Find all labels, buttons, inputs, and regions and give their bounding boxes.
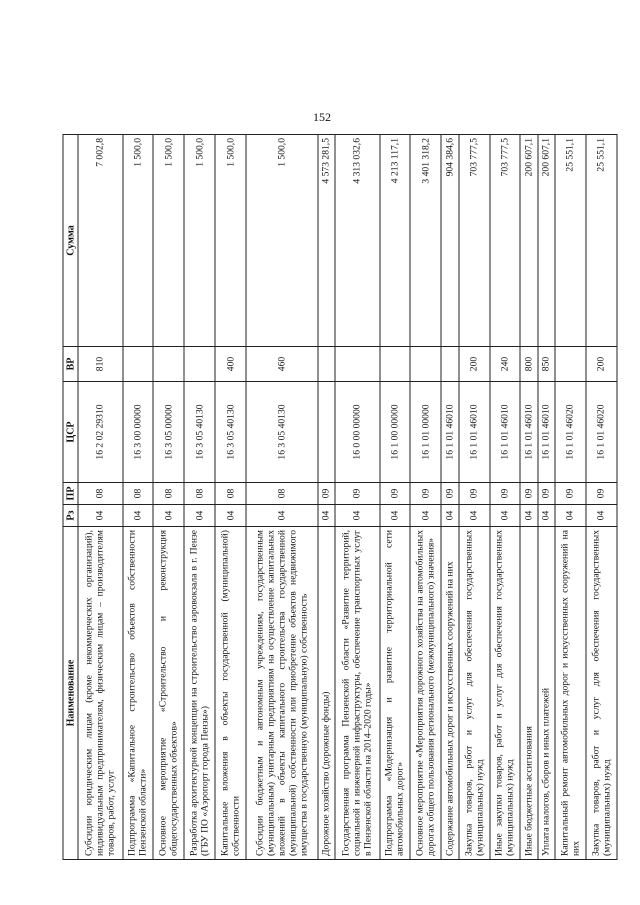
cell-pr: 09 <box>555 483 586 505</box>
cell-pr: 08 <box>78 483 123 505</box>
cell-rz: 04 <box>335 505 380 527</box>
cell-name: Уплата налогов, сборов и иных платежей <box>538 527 555 860</box>
table-row <box>459 135 490 860</box>
cell-vr <box>153 347 184 382</box>
table-row <box>555 135 586 860</box>
cell-csr: 16 1 01 46010 <box>459 382 490 483</box>
cell-rz: 04 <box>490 505 521 527</box>
rotated-page-content <box>63 98 618 898</box>
cell-pr: 08 <box>184 483 215 505</box>
cell-sum: 904 384,6 <box>441 135 458 347</box>
cell-pr: 09 <box>520 483 537 505</box>
cell-vr: 800 <box>520 347 537 382</box>
budget-table <box>63 134 618 860</box>
cell-name: Капитальные вложения в объекты государственной (муниципальной) собственности <box>215 527 246 860</box>
cell-rz: 04 <box>586 505 617 527</box>
cell-csr <box>318 382 335 483</box>
cell-rz: 04 <box>380 505 411 527</box>
cell-name: Капитальный ремонт автомобильных дорог и искусственных сооружений на них <box>555 527 586 860</box>
cell-csr: 16 3 00 00000 <box>123 382 154 483</box>
cell-name: Разработка архитектурной концепции на строительство аэровокзала в г. Пензе (ГБУ ПО «Аэропорт города Пензы») <box>184 527 215 860</box>
cell-sum: 4 313 032,6 <box>335 135 380 347</box>
cell-pr: 09 <box>335 483 380 505</box>
cell-vr: 200 <box>459 347 490 382</box>
cell-csr: 16 3 05 40130 <box>215 382 246 483</box>
header-name: Наименование <box>63 527 78 860</box>
header-vr: ВР <box>63 347 78 382</box>
cell-vr <box>335 347 380 382</box>
table-row <box>78 135 123 860</box>
cell-rz: 04 <box>78 505 123 527</box>
cell-rz: 04 <box>184 505 215 527</box>
cell-sum: 703 777,5 <box>490 135 521 347</box>
cell-csr: 16 1 01 46010 <box>538 382 555 483</box>
cell-name: Содержание автомобильных дорог и искусственных сооружений на них <box>441 527 458 860</box>
cell-sum: 200 607,1 <box>538 135 555 347</box>
cell-name: Государственная программа Пензенской области «Развитие территорий, социальной и инженерной инфраструктуры, обеспечение транспортных услуг в Пензенской области на 2014–2020 годы» <box>335 527 380 860</box>
cell-rz: 04 <box>555 505 586 527</box>
cell-rz: 04 <box>153 505 184 527</box>
table-row <box>441 135 458 860</box>
cell-csr: 16 1 01 46010 <box>490 382 521 483</box>
cell-sum: 200 607,1 <box>520 135 537 347</box>
table-row <box>586 135 617 860</box>
cell-vr: 200 <box>586 347 617 382</box>
cell-sum: 703 777,5 <box>459 135 490 347</box>
cell-name: Дорожное хозяйство (дорожные фонды) <box>318 527 335 860</box>
cell-sum: 3 401 318,2 <box>410 135 441 347</box>
table-header-row <box>63 135 78 860</box>
cell-sum: 1 500,0 <box>246 135 318 347</box>
header-rz: Рз <box>63 505 78 527</box>
cell-sum: 1 500,0 <box>123 135 154 347</box>
cell-vr <box>123 347 154 382</box>
cell-pr: 08 <box>246 483 318 505</box>
cell-csr: 16 3 05 40130 <box>184 382 215 483</box>
cell-vr: 810 <box>78 347 123 382</box>
cell-rz: 04 <box>520 505 537 527</box>
cell-csr: 16 1 01 46010 <box>520 382 537 483</box>
cell-pr: 08 <box>153 483 184 505</box>
table-row <box>184 135 215 860</box>
cell-rz: 04 <box>123 505 154 527</box>
cell-sum: 7 002,8 <box>78 135 123 347</box>
cell-vr <box>555 347 586 382</box>
cell-pr: 09 <box>380 483 411 505</box>
cell-vr: 400 <box>215 347 246 382</box>
cell-vr <box>184 347 215 382</box>
table-row <box>335 135 380 860</box>
table-row <box>380 135 411 860</box>
cell-csr: 16 1 01 46010 <box>441 382 458 483</box>
cell-name: Субсидии бюджетным и автономным учреждениям, государственным (муниципальным) унитарным предприятиям на осуществление капитальных вложений в объекты капитального строительства государственной (муниципальной) собственности или приобретение объектов недвижимого имущества в государственную (муниципальную) собственность <box>246 527 318 860</box>
cell-name: Иные закупки товаров, работ и услуг для обеспечения государственных (муниципальных) нужд <box>490 527 521 860</box>
table-row <box>215 135 246 860</box>
cell-pr: 09 <box>490 483 521 505</box>
cell-vr: 460 <box>246 347 318 382</box>
cell-name: Подпрограмма «Капитальное строительство объектов собственности Пензенской области» <box>123 527 154 860</box>
cell-rz: 04 <box>441 505 458 527</box>
cell-pr: 08 <box>123 483 154 505</box>
cell-name: Основное мероприятие «Строительство и реконструкция общегосударственных объектов» <box>153 527 184 860</box>
cell-sum: 25 551,1 <box>586 135 617 347</box>
cell-csr: 16 2 02 29310 <box>78 382 123 483</box>
cell-pr: 09 <box>459 483 490 505</box>
header-sum: Сумма <box>63 135 78 347</box>
table-row <box>410 135 441 860</box>
cell-pr: 09 <box>586 483 617 505</box>
cell-name: Подпрограмма «Модернизация и развитие территориальной сети автомобильных дорог» <box>380 527 411 860</box>
cell-csr: 16 0 00 00000 <box>335 382 380 483</box>
page-number: 152 <box>313 110 331 124</box>
header-csr: ЦСР <box>63 382 78 483</box>
cell-sum: 4 573 281,5 <box>318 135 335 347</box>
cell-name: Иные бюджетные ассигнования <box>520 527 537 860</box>
cell-vr <box>441 347 458 382</box>
header-pr: ПР <box>63 483 78 505</box>
cell-pr: 09 <box>441 483 458 505</box>
cell-csr: 16 1 01 46020 <box>586 382 617 483</box>
cell-rz: 04 <box>215 505 246 527</box>
cell-sum: 1 500,0 <box>153 135 184 347</box>
table-row <box>123 135 154 860</box>
cell-name: Субсидии юридическим лицам (кроме некоммерческих организаций), индивидуальным предпринимателям, физическим лицам – производителям товаров, работ, услуг <box>78 527 123 860</box>
cell-vr: 240 <box>490 347 521 382</box>
cell-name: Закупка товаров, работ и услуг для обеспечения государственных (муниципальных) нужд <box>586 527 617 860</box>
cell-vr: 850 <box>538 347 555 382</box>
table-row <box>153 135 184 860</box>
cell-rz: 04 <box>246 505 318 527</box>
cell-sum: 1 500,0 <box>184 135 215 347</box>
table-row <box>520 135 537 860</box>
cell-pr: 09 <box>410 483 441 505</box>
cell-sum: 4 213 117,1 <box>380 135 411 347</box>
table-row <box>318 135 335 860</box>
cell-rz: 04 <box>318 505 335 527</box>
table-row <box>538 135 555 860</box>
cell-vr <box>380 347 411 382</box>
cell-sum: 1 500,0 <box>215 135 246 347</box>
cell-sum: 25 551,1 <box>555 135 586 347</box>
cell-rz: 04 <box>459 505 490 527</box>
table-row <box>490 135 521 860</box>
table-row <box>246 135 318 860</box>
cell-pr: 09 <box>538 483 555 505</box>
cell-vr <box>318 347 335 382</box>
cell-csr: 16 3 05 40130 <box>246 382 318 483</box>
cell-csr: 16 3 05 00000 <box>153 382 184 483</box>
cell-name: Закупка товаров, работ и услуг для обеспечения государственных (муниципальных) нужд <box>459 527 490 860</box>
cell-rz: 04 <box>538 505 555 527</box>
cell-name: Основное мероприятие «Мероприятия дорожного хозяйства на автомобильных дорогах общего пользования регионального (межмуниципального) значения» <box>410 527 441 860</box>
cell-csr: 16 1 01 00000 <box>410 382 441 483</box>
cell-vr <box>410 347 441 382</box>
cell-csr: 16 1 01 46020 <box>555 382 586 483</box>
cell-rz: 04 <box>410 505 441 527</box>
cell-pr: 08 <box>215 483 246 505</box>
cell-csr: 16 1 00 00000 <box>380 382 411 483</box>
cell-pr: 09 <box>318 483 335 505</box>
